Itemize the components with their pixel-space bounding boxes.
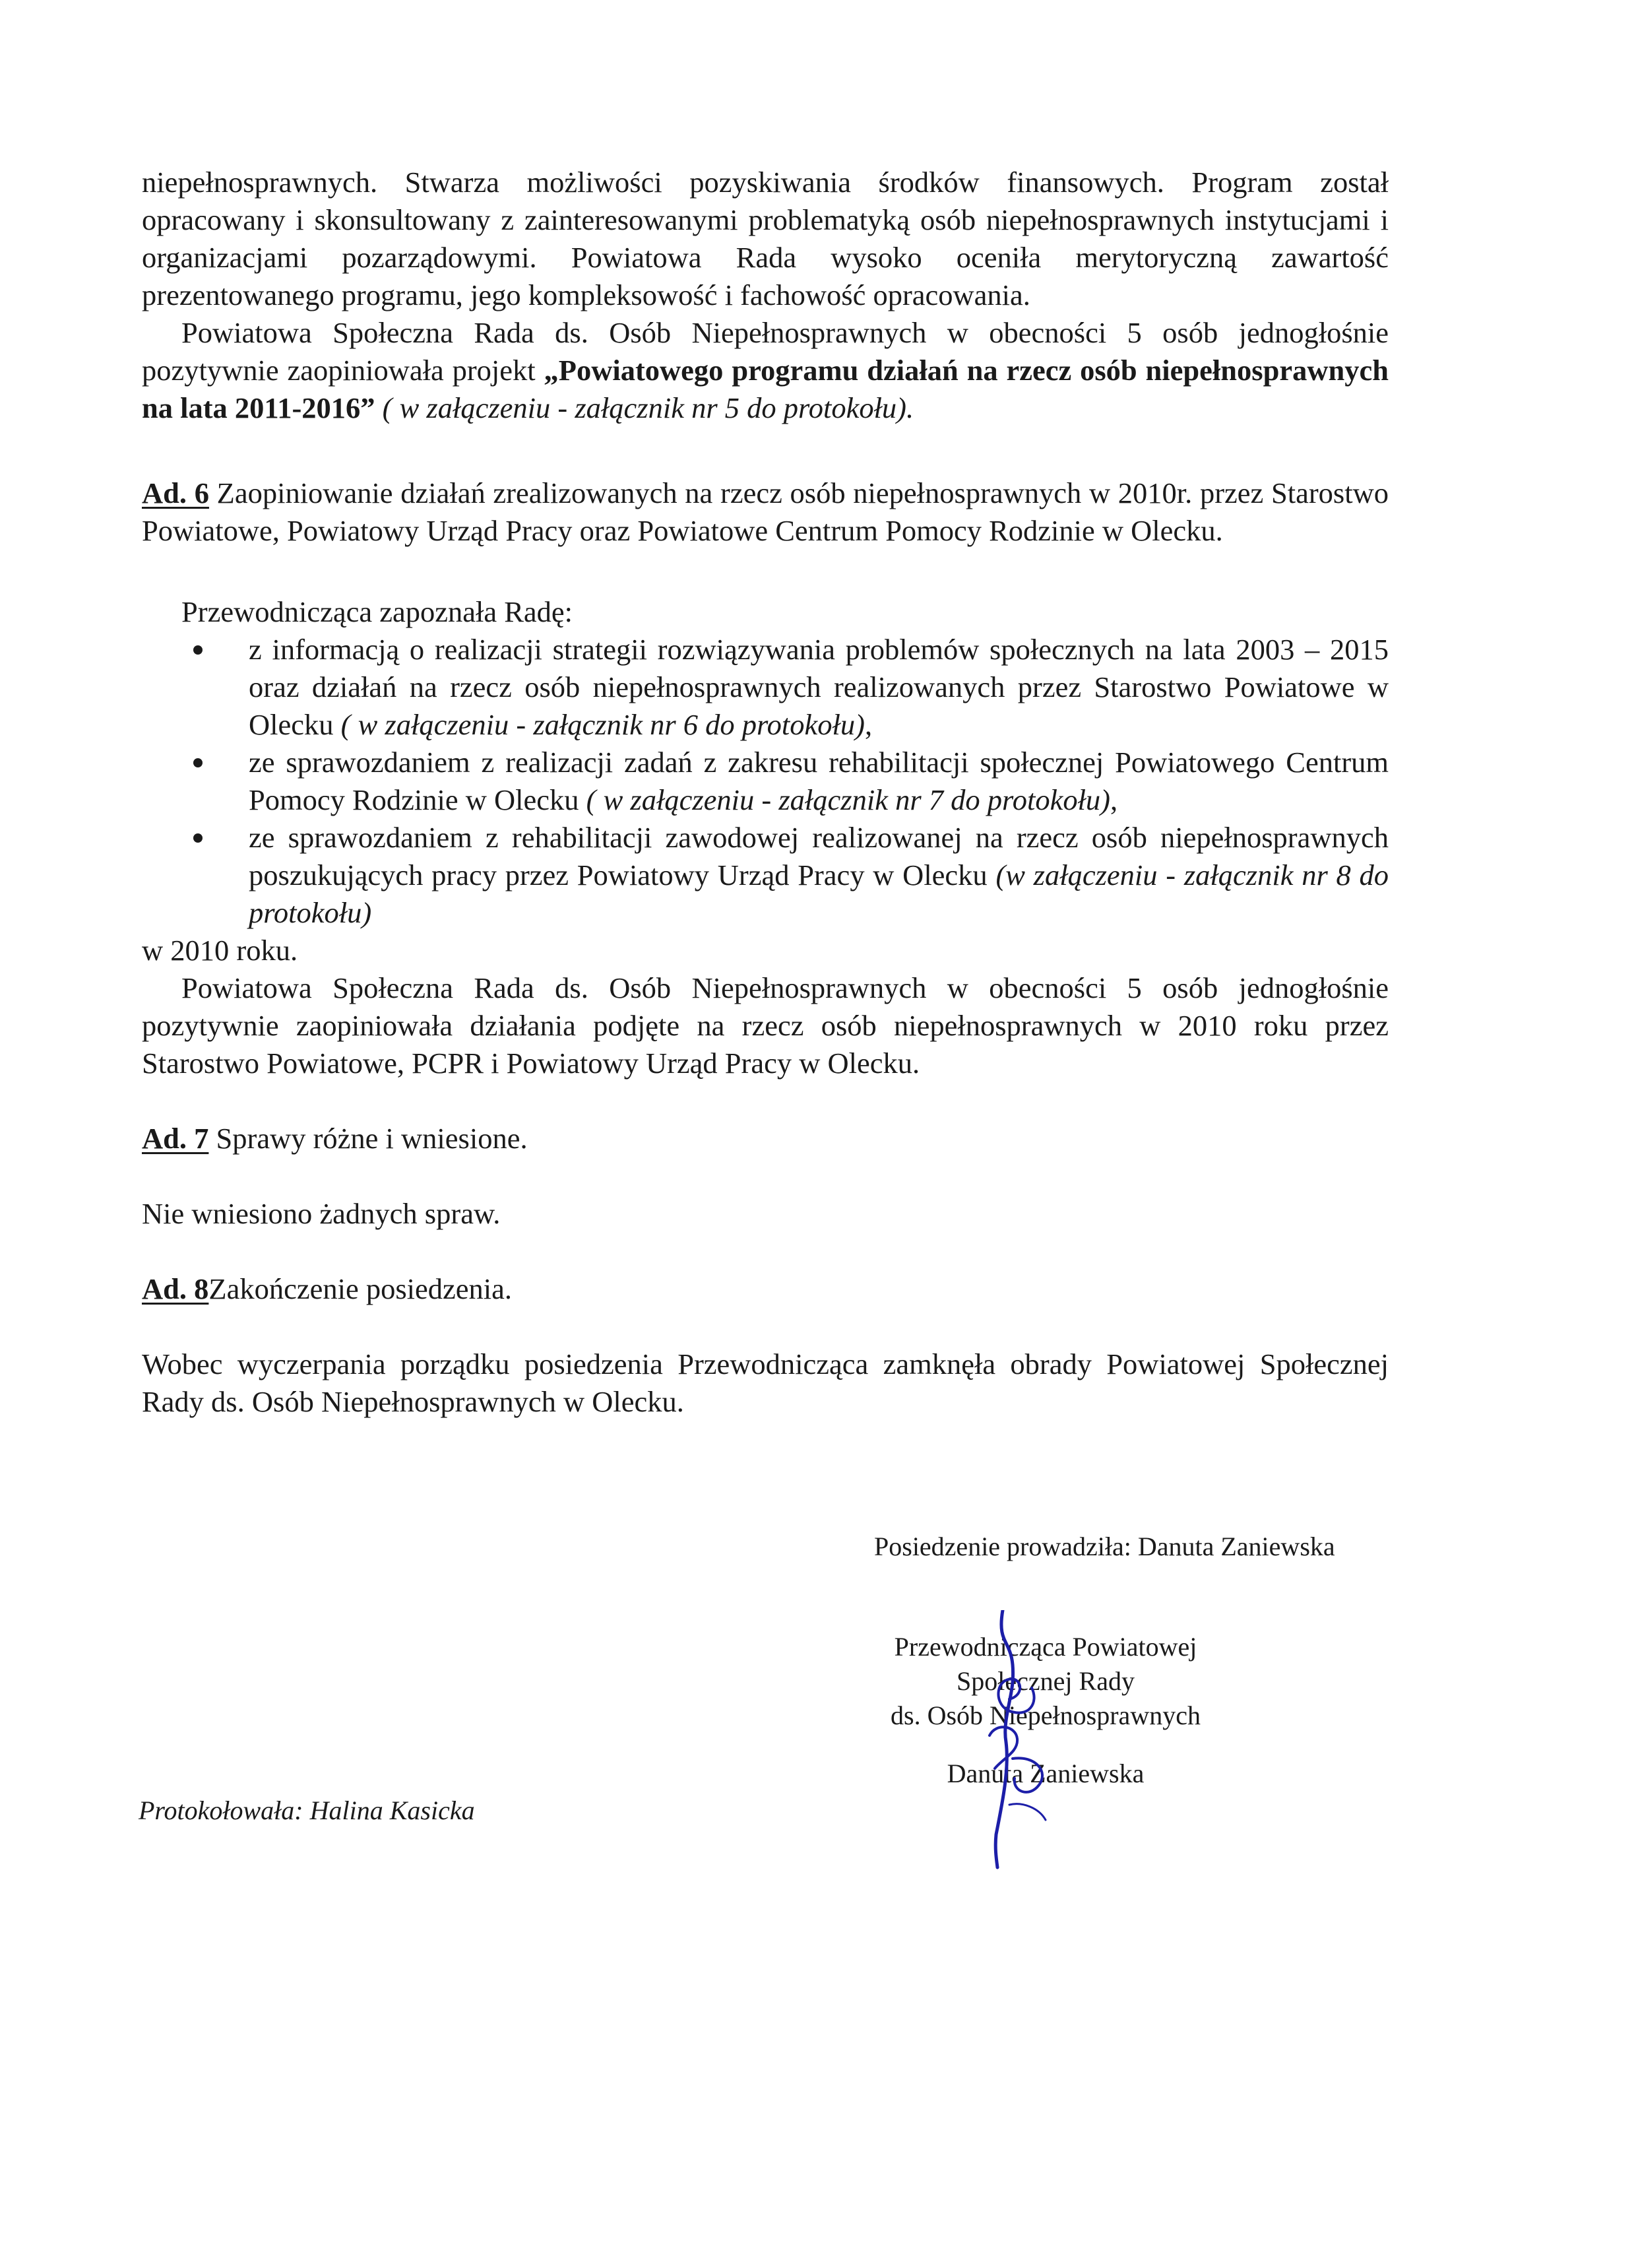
ad8-title: Zakończenie posiedzenia.	[208, 1272, 512, 1305]
ad7-label: Ad. 7	[142, 1122, 209, 1155]
ad6-bullet-list	[142, 631, 1389, 932]
ad8-label: Ad. 8	[142, 1272, 209, 1305]
recorded-by: Protokołowała: Halina Kasicka	[139, 1796, 475, 1825]
ad6-year: w 2010 roku.	[142, 934, 298, 967]
ad7-title: Sprawy różne i wniesione.	[208, 1122, 528, 1155]
list-item: ze sprawozdaniem z rehabilitacji zawodowej realizowanej na rzecz osób niepełnosprawnych poszukujących pracy przez Powiatowy Urząd Pracy w Olecku (w załączeniu - załącznik nr 8 do protokołu)	[142, 819, 1389, 932]
ad8-heading	[142, 1270, 1389, 1308]
program-title: „Powiatowego programu działań na rzecz osób niepełnosprawnych na lata 2011-2016”	[142, 354, 1389, 424]
ad6-heading	[142, 474, 1389, 550]
opinion-paragraph	[142, 314, 1389, 427]
chaired-by: Posiedzenie prowadziła: Danuta Zaniewska	[874, 1532, 1335, 1561]
ad8-text: Wobec wyczerpania porządku posiedzenia Przewodnicząca zamknęła obrady Powiatowej Społecznej Rady ds. Osób Niepełnosprawnych w Olecku.	[142, 1347, 1389, 1418]
signature-title-line: Przewodnicząca Powiatowej	[894, 1632, 1197, 1662]
opinion-text: Powiatowa Społeczna Rada ds. Osób Niepełnosprawnych w obecności 5 osób jednogłośnie pozytywnie zaopiniowała projekt	[142, 316, 1389, 387]
handwritten-signature	[976, 1610, 1108, 1874]
list-item: z informacją o realizacji strategii rozwiązywania problemów społecznych na lata 2003 – 2015 oraz działań na rzecz osób niepełnosprawnych realizowanych przez Starostwo Powiatowe w Olecku ( w załączeniu - załącznik nr 6 do protokołu),	[142, 631, 1389, 744]
bullet-icon	[193, 758, 203, 767]
bullet-icon	[193, 833, 203, 843]
body-text	[142, 164, 1389, 1421]
signature-name: Danuta Zaniewska	[947, 1759, 1145, 1788]
attachment-note: ( w załączeniu - załącznik nr 5 do protokołu).	[375, 391, 914, 424]
bullet-icon	[193, 645, 203, 655]
ad7-heading	[142, 1120, 1389, 1157]
signature-title-line: ds. Osób Niepełnosprawnych	[891, 1701, 1201, 1730]
signature-title-line: Społecznej Rady	[957, 1666, 1135, 1696]
intro-paragraph: niepełnosprawnych. Stwarza możliwości pozyskiwania środków finansowych. Program został opracowany i skonsultowany z zainteresowanymi problematyką osób niepełnosprawnych instytucjami i organizacjami pozarządowymi. Powiatowa Rada wysoko oceniła merytoryczną zawartość prezentowanego programu, jego kompleksowość i fachowość opracowania.	[142, 166, 1389, 311]
ad6-opinion: Powiatowa Społeczna Rada ds. Osób Niepełnosprawnych w obecności 5 osób jednogłośnie pozytywnie zaopiniowała działania podjęte na rzecz osób niepełnosprawnych w 2010 roku przez Starostwo Powiatowe, PCPR i Powiatowy Urząd Pracy w Olecku.	[142, 971, 1389, 1080]
ad6-lead: Przewodnicząca zapoznała Radę:	[181, 595, 573, 628]
list-item: ze sprawozdaniem z realizacji zadań z zakresu rehabilitacji społecznej Powiatowego Centrum Pomocy Rodzinie w Olecku ( w załączeniu - załącznik nr 7 do protokołu),	[142, 744, 1389, 819]
ad6-title: Zaopiniowanie działań zrealizowanych na rzecz osób niepełnosprawnych w 2010r. przez Starostwo Powiatowe, Powiatowy Urząd Pracy oraz Powiatowe Centrum Pomocy Rodzinie w Olecku.	[142, 476, 1389, 547]
ad6-label: Ad. 6	[142, 476, 209, 509]
ad7-text: Nie wniesiono żadnych spraw.	[142, 1197, 501, 1230]
